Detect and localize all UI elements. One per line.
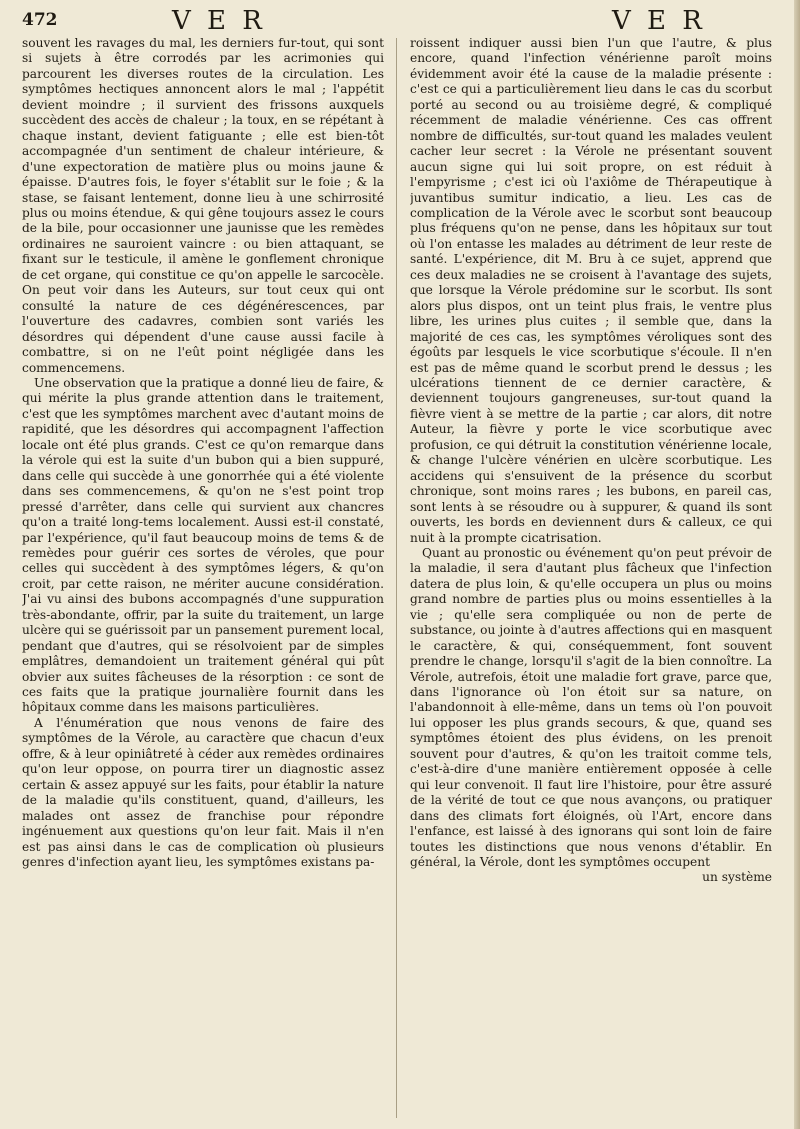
running-head xyxy=(22,6,782,36)
paragraph: Une observation que la pratique a donné lieu de faire, & qui mérite la plus grande attention dans le traitement, c'est que les symptômes marchent avec d'autant moins de rapidité, que les désordres qui accompagnent l'affection locale ont été plus grands. C'est ce qu'on remarque dans la vérole qui est la suite d'un bubon qui a bien suppuré, dans celle qui succède à une gonorrhée qui a été violente dans ses commencemens, & qu'on ne s'est point trop pressé d'arrêter, dans celle qui survient aux chancres qu'on a traité long-tems localement. Aussi est-il constaté, par l'expérience, qu'il faut beaucoup moins de tems & de remèdes pour guérir ces sortes de véroles, que pour celles qui succèdent à des symptômes légers, & qu'on croit, par cette raison, ne mériter aucune considération. J'ai vu ainsi des bubons accompagnés d'une suppuration très-abondante, offrir, par la suite du traitement, un large ulcère qui se guérissoit par un pansement purement local, pendant que d'autres, qui se résolvoient par de simples emplâtres, demandoient un traitement général qui pût obvier aux suites fâcheuses de la résorption : ce sont de ces faits que la pratique journalière fournit dans les hôpitaux comme dans les maisons particulières. xyxy=(22,375,384,715)
right-column xyxy=(410,36,772,1124)
paragraph: A l'énumération que nous venons de faire des symptômes de la Vérole, au caractère que chacun d'eux offre, & à leur opiniâtreté à céder aux remèdes ordinaires qu'on leur oppose, on pourra tirer un diagnostic assez certain & assez appuyé sur les faits, pour établir la nature de la maladie qu'ils constituent, quand, d'ailleurs, les malades ont assez de franchise pour répondre ingénuement aux questions qu'on leur fait. Mais il n'en est pas ainsi dans le cas de complication où plusieurs genres d'infection ayant lieu, les symptômes existans pa- xyxy=(22,715,384,870)
page-number: 472 xyxy=(22,10,58,30)
paragraph: Quant au pronostic ou événement qu'on peut prévoir de la maladie, il sera d'autant plus fâcheux que l'infection datera de plus loin, & qu'elle occupera un plus ou moins grand nombre de parties plus ou moins essentielles à la vie ; qu'elle sera compliquée ou non de perte de substance, ou jointe à d'autres affections qui en masquent le caractère, & qui, conséquemment, font souvent prendre le change, lorsqu'il s'agit de la bien connoître. La Vérole, autrefois, étoit une maladie fort grave, parce que, dans l'ignorance où l'on étoit sur sa nature, on l'abandonnoit à elle-même, dans un tems où l'on pouvoit lui opposer les plus grands secours, & que, quand ses symptômes étoient des plus évidens, on les prenoit souvent pour d'autres, & qu'on les traitoit comme tels, c'est-à-dire d'une manière entièrement opposée à celle qui leur convenoit. Il faut lire l'histoire, pour être assuré de la vérité de tout ce que nous avançons, ou pratiquer dans des climats fort éloignés, où l'Art, encore dans l'enfance, est laissé à des ignorans qui sont loin de faire toutes les distinctions que nous venons d'établir. En général, la Vérole, dont les symptômes occupent xyxy=(410,545,772,870)
catchword: un système xyxy=(702,870,772,885)
left-column xyxy=(22,36,384,1124)
paragraph: roissent indiquer aussi bien l'un que l'autre, & plus encore, quand l'infection vénérienne paroît moins évidemment avoir été la cause de la maladie présente : c'est ce qui a particulièrement lieu dans le cas du scorbut porté au second ou au troisième degré, & compliqué récemment de maladie vénérienne. Ces cas offrent nombre de difficultés, sur-tout quand les malades veulent cacher leur secret : la Vérole ne présentant souvent aucun signe qui lui soit propre, on est réduit à l'empyrisme ; c'est ici où l'axiôme de Thérapeutique à juvantibus sumitur indicatio, a lieu. Les cas de complication de la Vérole avec le scorbut sont beaucoup plus fréquens qu'on ne pense, dans les hôpitaux sur tout où l'on entasse les malades au détriment de leur reste de santé. L'expérience, dit M. Bru à ce sujet, apprend que ces deux maladies ne se croisent à l'avantage des sujets, que lorsque la Vérole prédomine sur le scorbut. Ils sont alors plus dispos, ont un teint plus frais, le ventre plus libre, les urines plus cuites ; il semble que, dans la majorité de ces cas, les symptômes véroliques sont des égoûts par lesquels le vice scorbutique s'écoule. Il n'en est pas de même quand le scorbut prend le dessus ; les ulcérations tiennent de ce dernier caractère, & deviennent toujours gangreneuses, sur-tout quand la fièvre vient à se mettre de la partie ; car alors, dit notre Auteur, la fièvre y porte le vice scorbutique avec profusion, ce qui détruit la constitution vénérienne locale, & change l'ulcère vénérien en ulcère scorbutique. Les accidens qui s'ensuivent de la présence du scorbut chronique, sont moins rares ; les bubons, en pareil cas, sont lents à se résoudre ou à suppurer, & quand ils sont ouverts, les bords en deviennent durs & calleux, ce qui nuit à la prompte cicatrisation. xyxy=(410,36,772,545)
paragraph: souvent les ravages du mal, les derniers fur-tout, qui sont si sujets à être corrodés par les acrimonies qui parcourent les diverses routes de la circulation. Les symptômes hectiques annoncent alors le mal ; l'appétit devient moindre ; il survient des frissons auxquels succèdent des accès de chaleur ; la toux, en se répétant à chaque instant, devient fatiguante ; elle est bien-tôt accompagnée d'un sentiment de chaleur intérieure, & d'une expectoration de matière plus ou moins jaune & épaisse. D'autres fois, le foyer s'établit sur le foie ; & la stase, se faisant lentement, donne lieu à une schirrosité plus ou moins étendue, & qui gêne toujours assez le cours de la bile, pour occasionner une jaunisse que les remèdes ordinaires ne sauroient vaincre : ou bien attaquant, se fixant sur le testicule, il amène le gonflement chronique de cet organe, qui constitue ce qu'on appelle le sarcocèle. On peut voir dans les Auteurs, sur tout ceux qui ont consulté la nature de ces dégénérescences, par l'ouverture des cadavres, combien sont variés les désordres qui dépendent d'une cause aussi facile à combattre, si on ne l'eût point négligée dans les commencemens. xyxy=(22,36,384,375)
running-title-right: V E R xyxy=(612,6,706,36)
column-divider xyxy=(396,38,397,1118)
running-title-left: V E R xyxy=(172,6,266,36)
page-edge xyxy=(794,0,800,1129)
